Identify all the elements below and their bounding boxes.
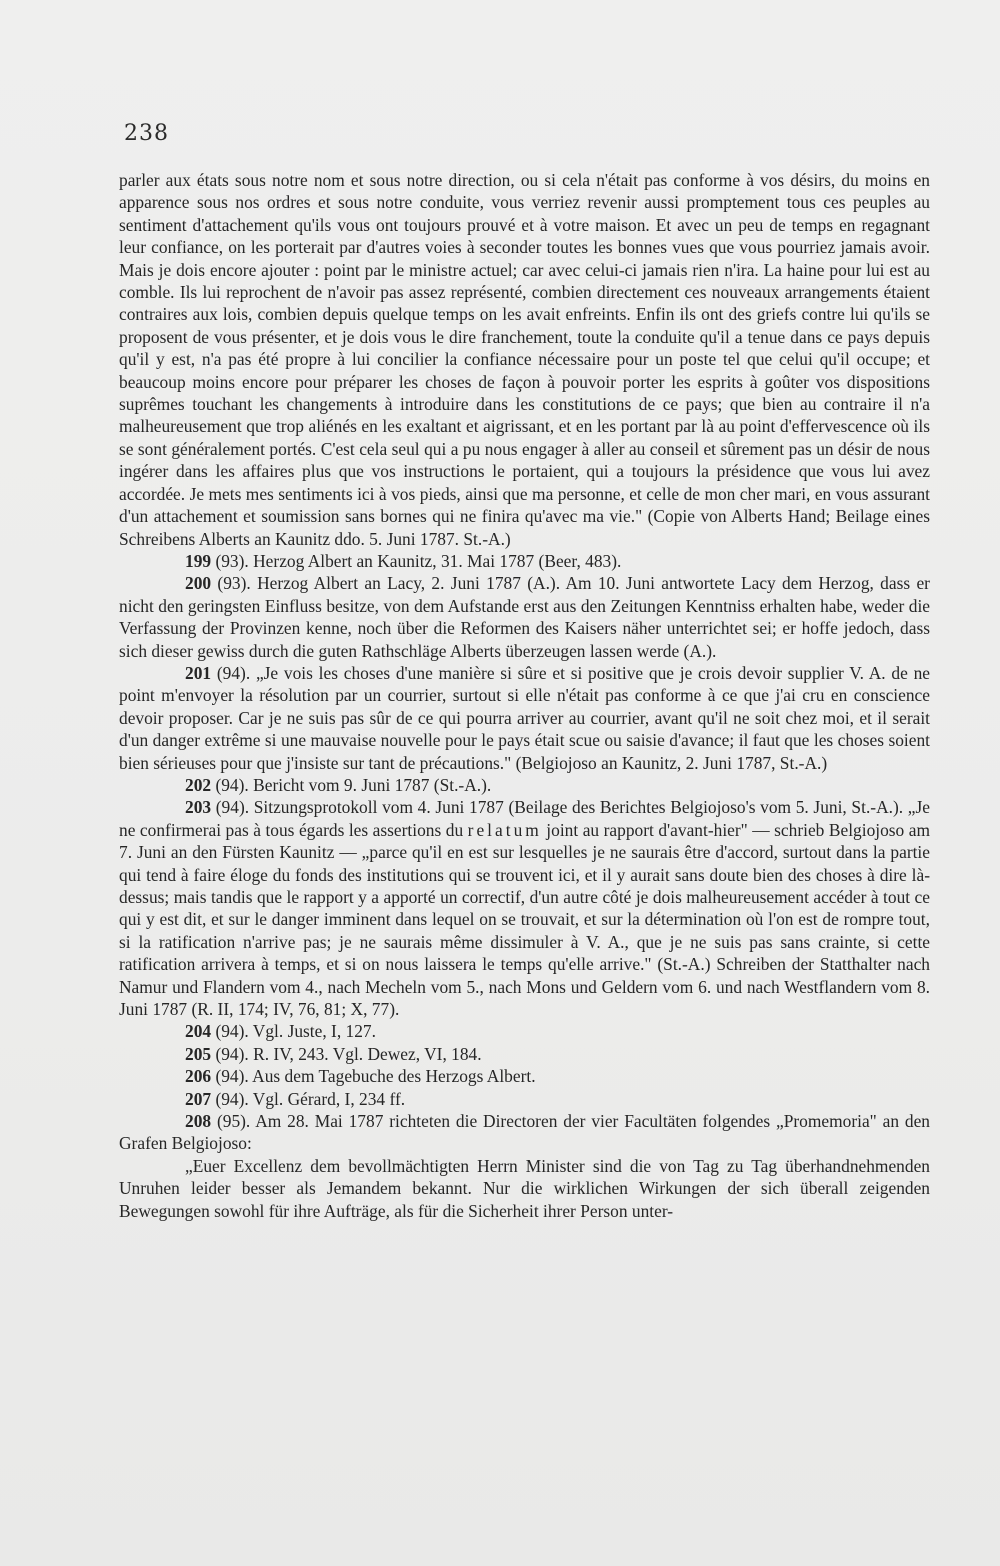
note-number: 207 [185,1088,212,1109]
note-text: „Je vois les choses d'une manière si sûre et si positive que je crois devoir supplier V. A. de ne point m'envoyer la résolution par un courrier, surtout si elle n'était pas conforme à ce que j'ai cru en conscience devoir proposer. Car je ne suis pas sûr de ce qui pourra arriver au courrier, avant qu'il ne soit chez moi, et il serait d'un danger extrême si une mauvaise nouvelle pour le pays était scue ou saisie d'avance; il faut que les choses soient bien sérieuses pour que j'insiste sur tant de précautions." (Belgiojoso an Kaunitz, 2. Juni 1787, St.-A.) [119,662,930,773]
note-204 [119,1020,930,1042]
note-number: 199 [185,550,212,571]
notes-body [119,169,930,1222]
note-ref: (93). [211,550,254,571]
note-text: R. IV, 243. Vgl. Dewez, VI, 184. [253,1043,482,1064]
note-199 [119,550,930,572]
note-number: 202 [185,774,212,795]
note-number: 201 [185,662,212,683]
note-ref: (95). [211,1111,256,1132]
note-text: Sitzungsprotokoll vom 4. Juni 1787 (Beilage des Berichtes Belgiojoso's vom 5. Juni, St.-A.). „Je ne confirmerai pas à tous égards les assertions du [119,797,930,840]
note-205 [119,1043,930,1065]
promemoria-quote: „Euer Excellenz dem bevollmächtigten Herrn Minister sind die von Tag zu Tag überhandnehmenden Unruhen leider besser als Jemandem bekannt. Nur die wirklichen Wirkungen der sich überall zeigenden Bewegungen sowohl für ihre Aufträge, als für die Sicherheit ihrer Person unter- [119,1155,930,1221]
note-201 [119,662,930,774]
note-text: Aus dem Tagebuche des Herzogs Albert. [252,1066,536,1087]
note-number: 204 [185,1021,212,1042]
note-208 [119,1110,930,1155]
note-ref: (94). [211,1043,254,1064]
note-number: 206 [185,1066,212,1087]
note-text: Vgl. Gérard, I, 234 ff. [252,1088,406,1109]
note-ref: (94). [211,662,256,683]
note-203 [119,796,930,1020]
note-text-spaced: relatum [467,819,542,840]
page-number: 238 [124,121,169,146]
note-text: joint au rapport d'avant-hier" — schrieb Belgiojoso am 7. Juni an den Fürsten Kaunitz — „parce qu'il en est sur lesquelles je ne saurais être d'accord, surtout dans la partie qui tend à faire éloge du fonds des institutions qui se trouvent ici, et il y aurait sans doute bien des choses à dire là-dessus; mais tandis que le rapport y a apporté un correctif, d'un autre côté je dois malheureusement accéder à tout ce qui y est dit, et sur le danger imminent dans lequel on se trouvait, et sur la détermination où l'on est de rompre tout, si la ratification n'arrive pas; je ne saurais même dissimuler à V. A., que je ne suis pas sans crainte, si cette ratification arrivera à temps, et si on nous laissera le temps qu'elle arrive." (St.-A.) Schreiben der Statthalter nach Namur und Flandern vom 4., nach Mecheln vom 5., nach Mons und Geldern vom 6. und nach Westflandern vom 8. Juni 1787 (R. II, 174; IV, 76, 81; X, 77). [119,819,931,1020]
note-206 [119,1065,930,1087]
note-text: Herzog Albert an Kaunitz, 31. Mai 1787 (Beer, 483). [253,550,622,571]
note-ref: (93). [211,573,258,594]
note-202 [119,774,930,796]
continuation-paragraph: parler aux états sous notre nom et sous notre direction, ou si cela n'était pas conforme à vos désirs, du moins en apparence sous nos ordres et sous notre conduite, vous verriez revenir aussi promptement tous ces peuples au sentiment d'attachement qu'ils vous ont toujours prouvé et à votre maison. Et avec un peu de temps en regagnant leur confiance, on les porterait par d'autres voies à seconder toutes les bonnes vues que vous pourriez jamais avoir. Mais je dois encore ajouter : point par le ministre actuel; car avec celui-ci jamais rien n'ira. La haine pour lui est au comble. Ils lui reprochent de n'avoir pas assez représenté, combien directement ces nouveaux arrangements étaient contraires aux lois, combien depuis quelque temps on les avait enfreints. Enfin ils ont des griefs contre lui qu'ils se proposent de vous présenter, et je dois vous le dire franchement, toute la conduite qu'il a tenue dans ce pays depuis qu'il y est, n'a pas été propre à lui concilier la confiance nécessaire pour un poste tel que celui qu'il occupe; et beaucoup moins encore pour préparer les choses de façon à pouvoir porter les esprits à goûter vos dispositions suprêmes touchant les changements à introduire dans les constitutions de ce pays; que bien au contraire il n'a malheureusement que trop aliénés en les exaltant et aigrissant, et en les portant par là au point d'effervescence où ils se sont généralement portés. C'est cela seul qui a pu nous engager à aller au conseil et sûrement pas un désir de nous ingérer dans les affaires plus que vos instructions le portaient, qui a toujours la présidence que vous lui avez accordée. Je mets mes sentiments ici à vos pieds, ainsi que ma personne, et celle de mon cher mari, en vous assurant d'un attachement et soumission sans bornes qui ne finira qu'avec ma vie." (Copie von Alberts Hand; Beilage eines Schreibens Alberts an Kaunitz ddo. 5. Juni 1787. St.-A.) [119,170,930,549]
note-text: Vgl. Juste, I, 127. [252,1021,376,1042]
note-text: Am 28. Mai 1787 richteten die Directoren der vier Facultäten folgendes „Promemoria" an den Grafen Belgiojoso: [119,1111,930,1154]
note-number: 200 [185,573,212,594]
note-number: 208 [185,1111,212,1132]
note-number: 205 [185,1043,212,1064]
note-ref: (94). [211,1021,253,1042]
note-number: 203 [185,797,212,818]
note-text: Herzog Albert an Lacy, 2. Juni 1787 (A.). Am 10. Juni antwortete Lacy dem Herzog, dass er nicht den geringsten Einfluss besitze, von dem Aufstande erst aus den Zeitungen Kenntniss erhalten habe, weder die Verfassung der Provinzen kenne, noch über die Reformen des Kaisers näher unterrichtet sei; er hoffe jedoch, dass sich dieser gewiss durch die guten Rathschläge Alberts überzeugen lassen werde (A.). [119,573,930,661]
note-200 [119,572,930,662]
note-ref: (94). [211,1088,253,1109]
note-ref: (94). [211,1066,253,1087]
note-text: Bericht vom 9. Juni 1787 (St.-A.). [253,774,492,795]
note-ref: (94). [211,797,254,818]
note-207 [119,1088,930,1110]
note-ref: (94). [211,774,254,795]
